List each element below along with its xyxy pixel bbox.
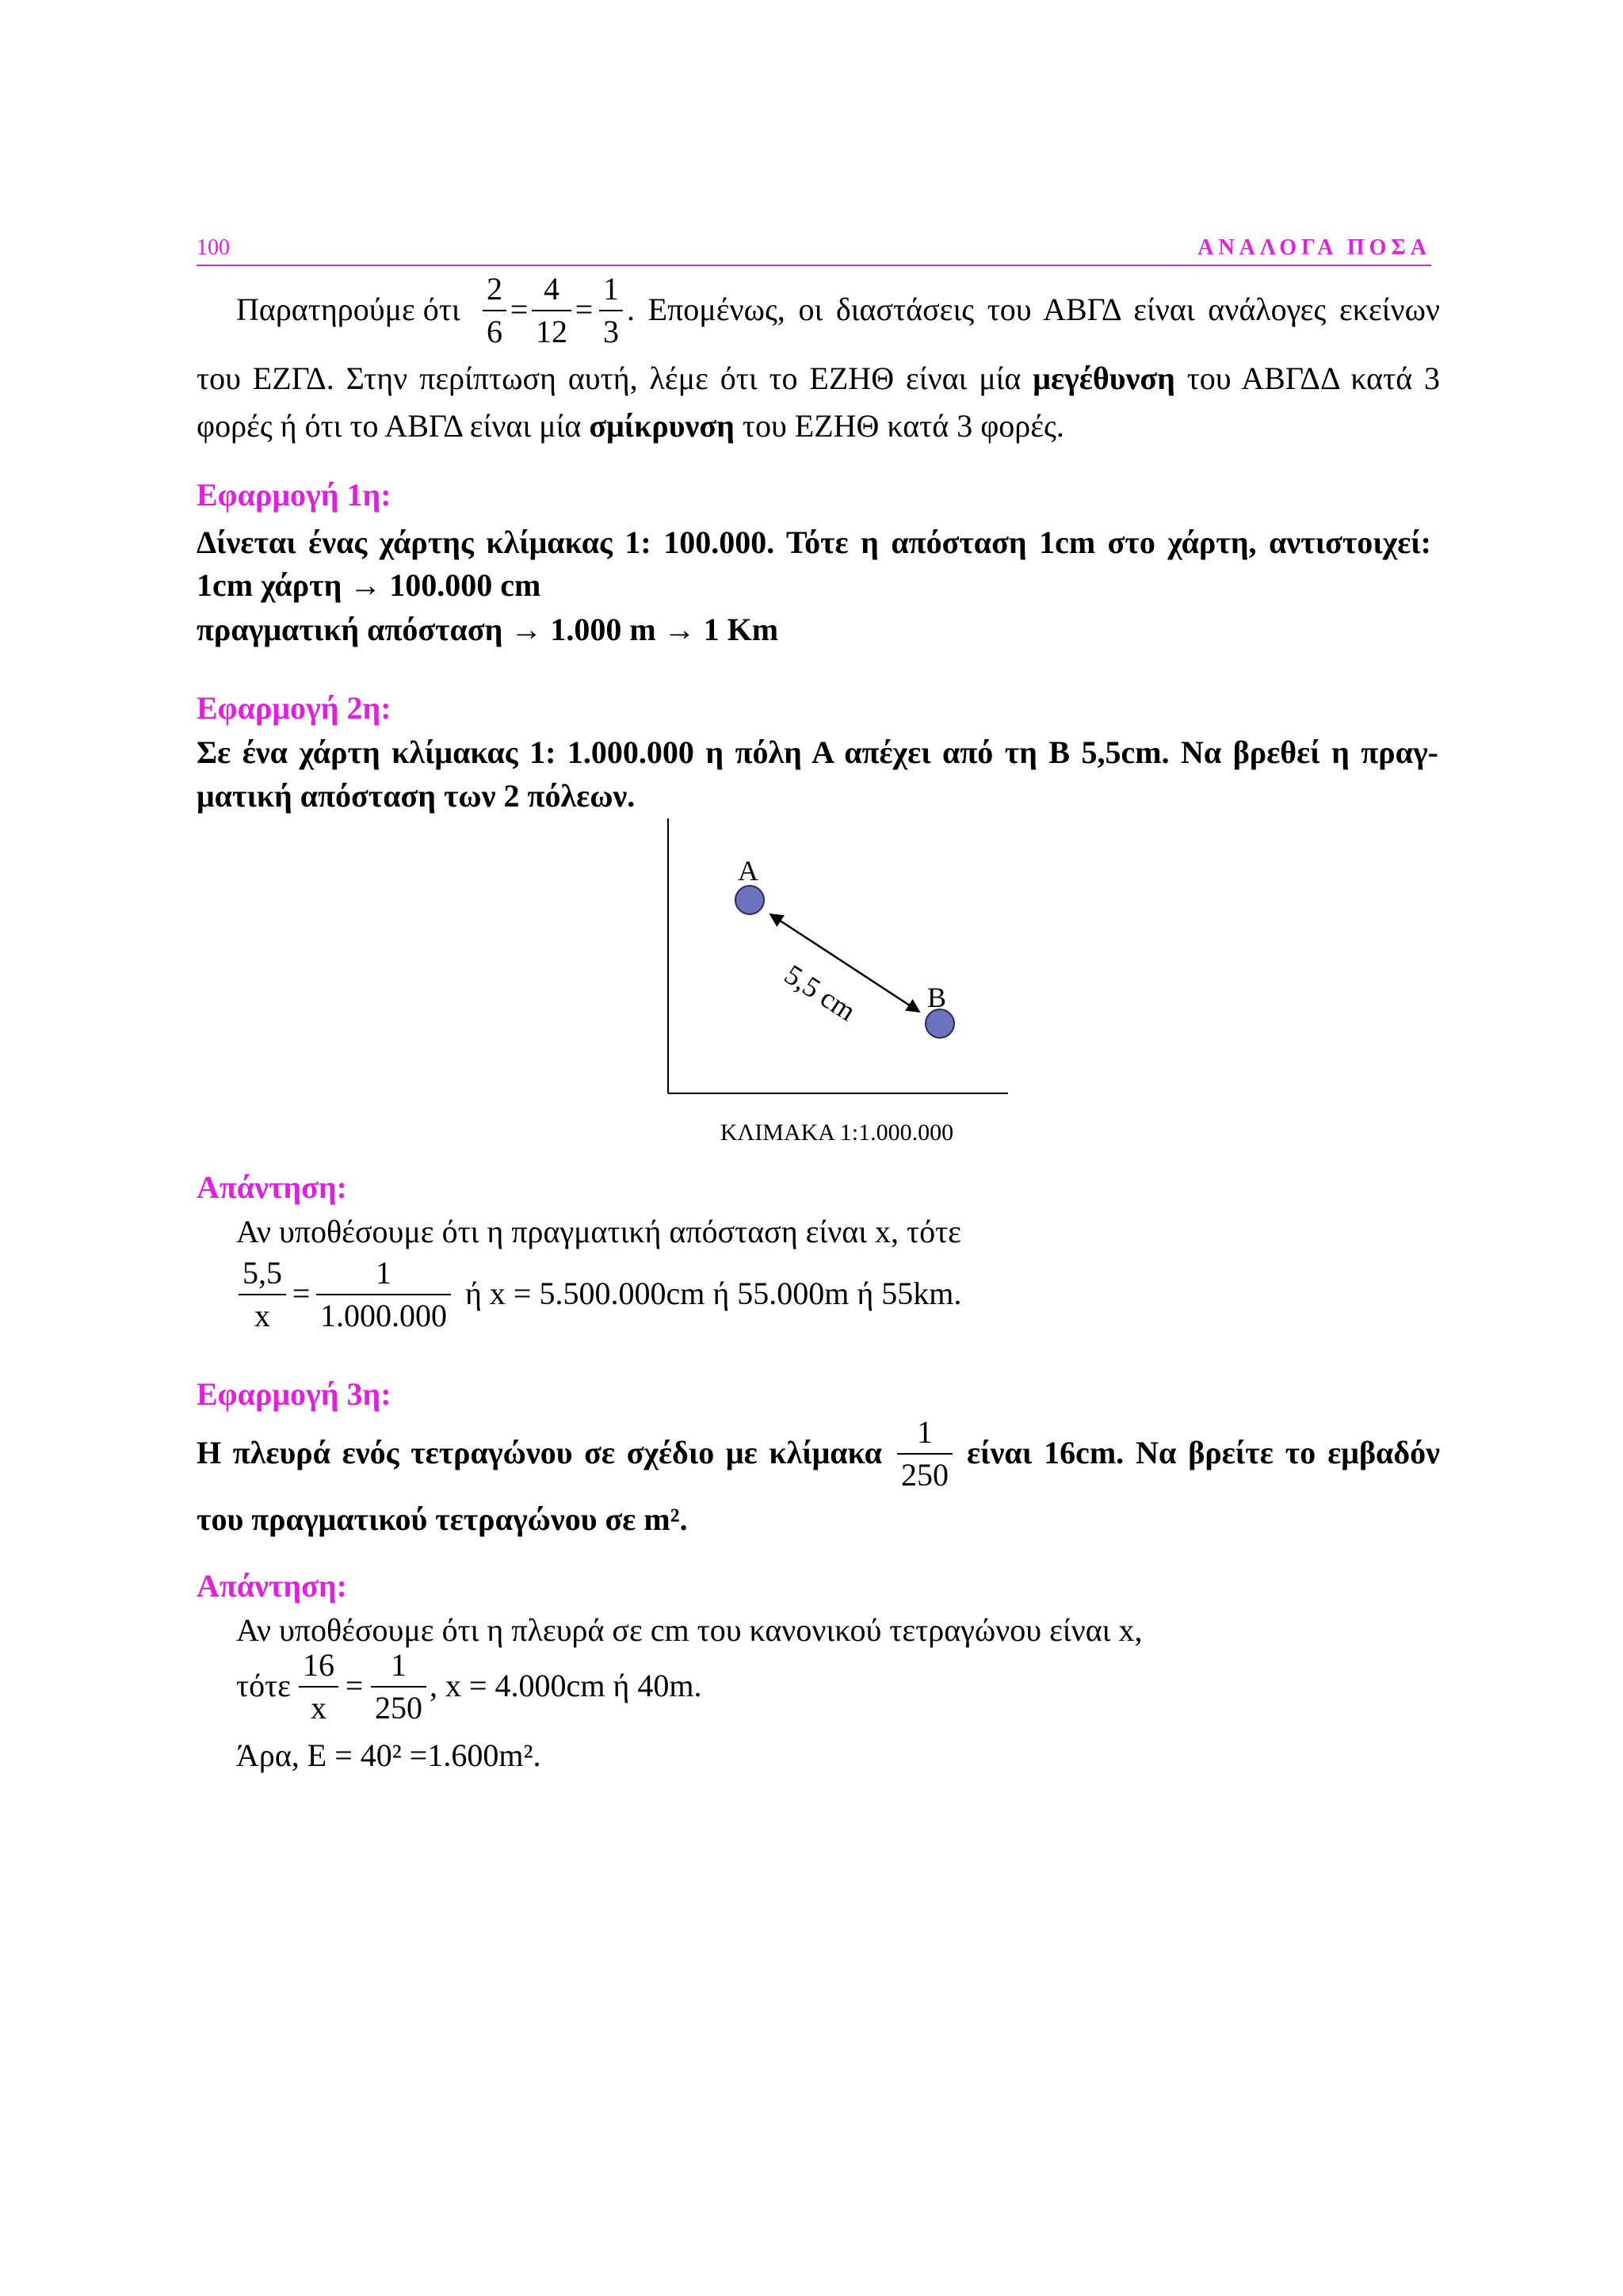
- fraction-1-over-1000000: [316, 1253, 451, 1337]
- fraction-denominator: x: [254, 1298, 270, 1333]
- app2-answer-heading: Απάντηση:: [197, 1169, 347, 1205]
- intro-suffix: . Επομένως, οι διαστάσεις του ΑΒΓΔ είναι ανάλογες εκείνων: [627, 292, 1440, 327]
- fraction-numerator: 16: [303, 1647, 334, 1683]
- equals-sign: =: [575, 292, 594, 327]
- fraction-denominator: 3: [603, 314, 619, 349]
- city-a-marker: [735, 886, 764, 914]
- fraction-1-3: [599, 269, 623, 353]
- app2-heading: Εφαρμογή 2η:: [197, 690, 391, 726]
- app1-map-line: 1cm χάρτη → 100.000 cm: [197, 567, 541, 603]
- app3-statement-part-2: είναι 16cm. Να βρείτε το εμβαδόν: [967, 1435, 1440, 1470]
- fraction-1-over-250: [371, 1645, 426, 1729]
- intro-prefix: Παρατηρούμε ότι: [236, 292, 460, 327]
- fraction-denominator: 250: [901, 1457, 949, 1493]
- intro-line-2-text: του ΑΒΓΔΔ κατά 3: [1186, 360, 1441, 396]
- app3-statement-part-1: Η πλευρά ενός τετραγώνου σε σχέδιο με κλίμακα: [197, 1435, 882, 1470]
- equals-sign: =: [510, 292, 529, 327]
- intro-line-3: [197, 407, 1064, 445]
- map-figure: [634, 792, 1046, 1109]
- fraction-denominator: 6: [487, 314, 502, 349]
- intro-line-2: [197, 360, 1440, 398]
- app3-answer-heading: Απάντηση:: [197, 1568, 347, 1604]
- fraction-denominator: x: [311, 1690, 327, 1726]
- scale-fraction-1-250: [897, 1412, 953, 1496]
- app3-heading: Εφαρμογή 3η:: [197, 1376, 391, 1412]
- fraction-2-6: [483, 269, 506, 353]
- app3-answer-line-1: Αν υποθέσουμε ότι η πλευρά σε cm του κανονικού τετραγώνου είναι x,: [236, 1612, 1143, 1648]
- chapter-title: ΑΝΑΛΟΓΑ ΠΟΣΑ: [1197, 235, 1431, 260]
- intro-line-3-text: του ΕΖΗΘ κατά 3 φορές.: [742, 408, 1064, 444]
- city-b-label: B: [926, 982, 947, 1013]
- app2-statement-line-1: Σε ένα χάρτη κλίμακας 1: 1.000.000 η πόλη Α απέχει από τη Β 5,5cm. Να βρεθεί η πραγ-: [197, 734, 1439, 770]
- app2-statement-line-2: ματική απόσταση των 2 πόλεων.: [197, 778, 636, 814]
- fraction-numerator: 4: [544, 271, 559, 307]
- intro-line-2-text: του ΕΖΓΔ. Στην περίπτωση αυτή, λέμε ότι το ΕΖΗΘ είναι μία: [197, 360, 1022, 396]
- fraction-numerator: 1: [917, 1414, 933, 1450]
- fraction-denominator: 1.000.000: [320, 1298, 447, 1333]
- term-enlargement: μεγέθυνση: [1033, 360, 1175, 396]
- fraction-numerator: 2: [487, 271, 502, 307]
- app1-statement: Δίνεται ένας χάρτης κλίμακας 1: 100.000. Τότε η απόσταση 1cm στο χάρτη, αντιστοιχεί:: [197, 524, 1431, 560]
- fraction-16-over-x: [299, 1645, 338, 1729]
- page-number: 100: [197, 235, 230, 260]
- equals-sign: =: [345, 1668, 364, 1703]
- term-reduction: σμίκρυνση: [589, 408, 735, 444]
- city-b-marker: [926, 1009, 954, 1038]
- app1-heading: Εφαρμογή 1η:: [197, 477, 391, 513]
- fraction-5-5-over-x: [239, 1253, 286, 1337]
- app2-answer-line-1: Αν υποθέσουμε ότι η πραγματική απόσταση είναι x, τότε: [236, 1214, 961, 1249]
- fraction-numerator: 5,5: [242, 1255, 282, 1291]
- header-rule: [197, 265, 1431, 266]
- fraction-numerator: 1: [603, 271, 619, 307]
- app1-real-line: πραγματική απόσταση → 1.000 m → 1 Km: [197, 612, 779, 647]
- intro-line-3-text: φορές ή ότι το ΑΒΓΔ είναι μία: [197, 408, 582, 444]
- fraction-4-12: [532, 269, 571, 353]
- app3-answer-prefix: τότε: [236, 1668, 291, 1703]
- fraction-numerator: 1: [376, 1255, 391, 1291]
- app3-answer-result: , x = 4.000cm ή 40m.: [430, 1668, 702, 1703]
- map-scale-caption: ΚΛΙΜΑΚΑ 1:1.000.000: [720, 1119, 954, 1146]
- fraction-denominator: 12: [536, 314, 567, 349]
- fraction-numerator: 1: [391, 1647, 407, 1683]
- equals-sign: =: [292, 1276, 311, 1311]
- app3-answer-conclusion: Άρα, Ε = 40² =1.600m².: [236, 1737, 541, 1773]
- app2-answer-result: ή x = 5.500.000cm ή 55.000m ή 55km.: [465, 1276, 962, 1311]
- distance-label: 5,5 cm: [779, 958, 861, 1028]
- app3-statement-line-2: του πραγματικού τετραγώνου σε m².: [197, 1501, 688, 1537]
- fraction-denominator: 250: [375, 1690, 422, 1726]
- city-a-label: A: [738, 855, 758, 887]
